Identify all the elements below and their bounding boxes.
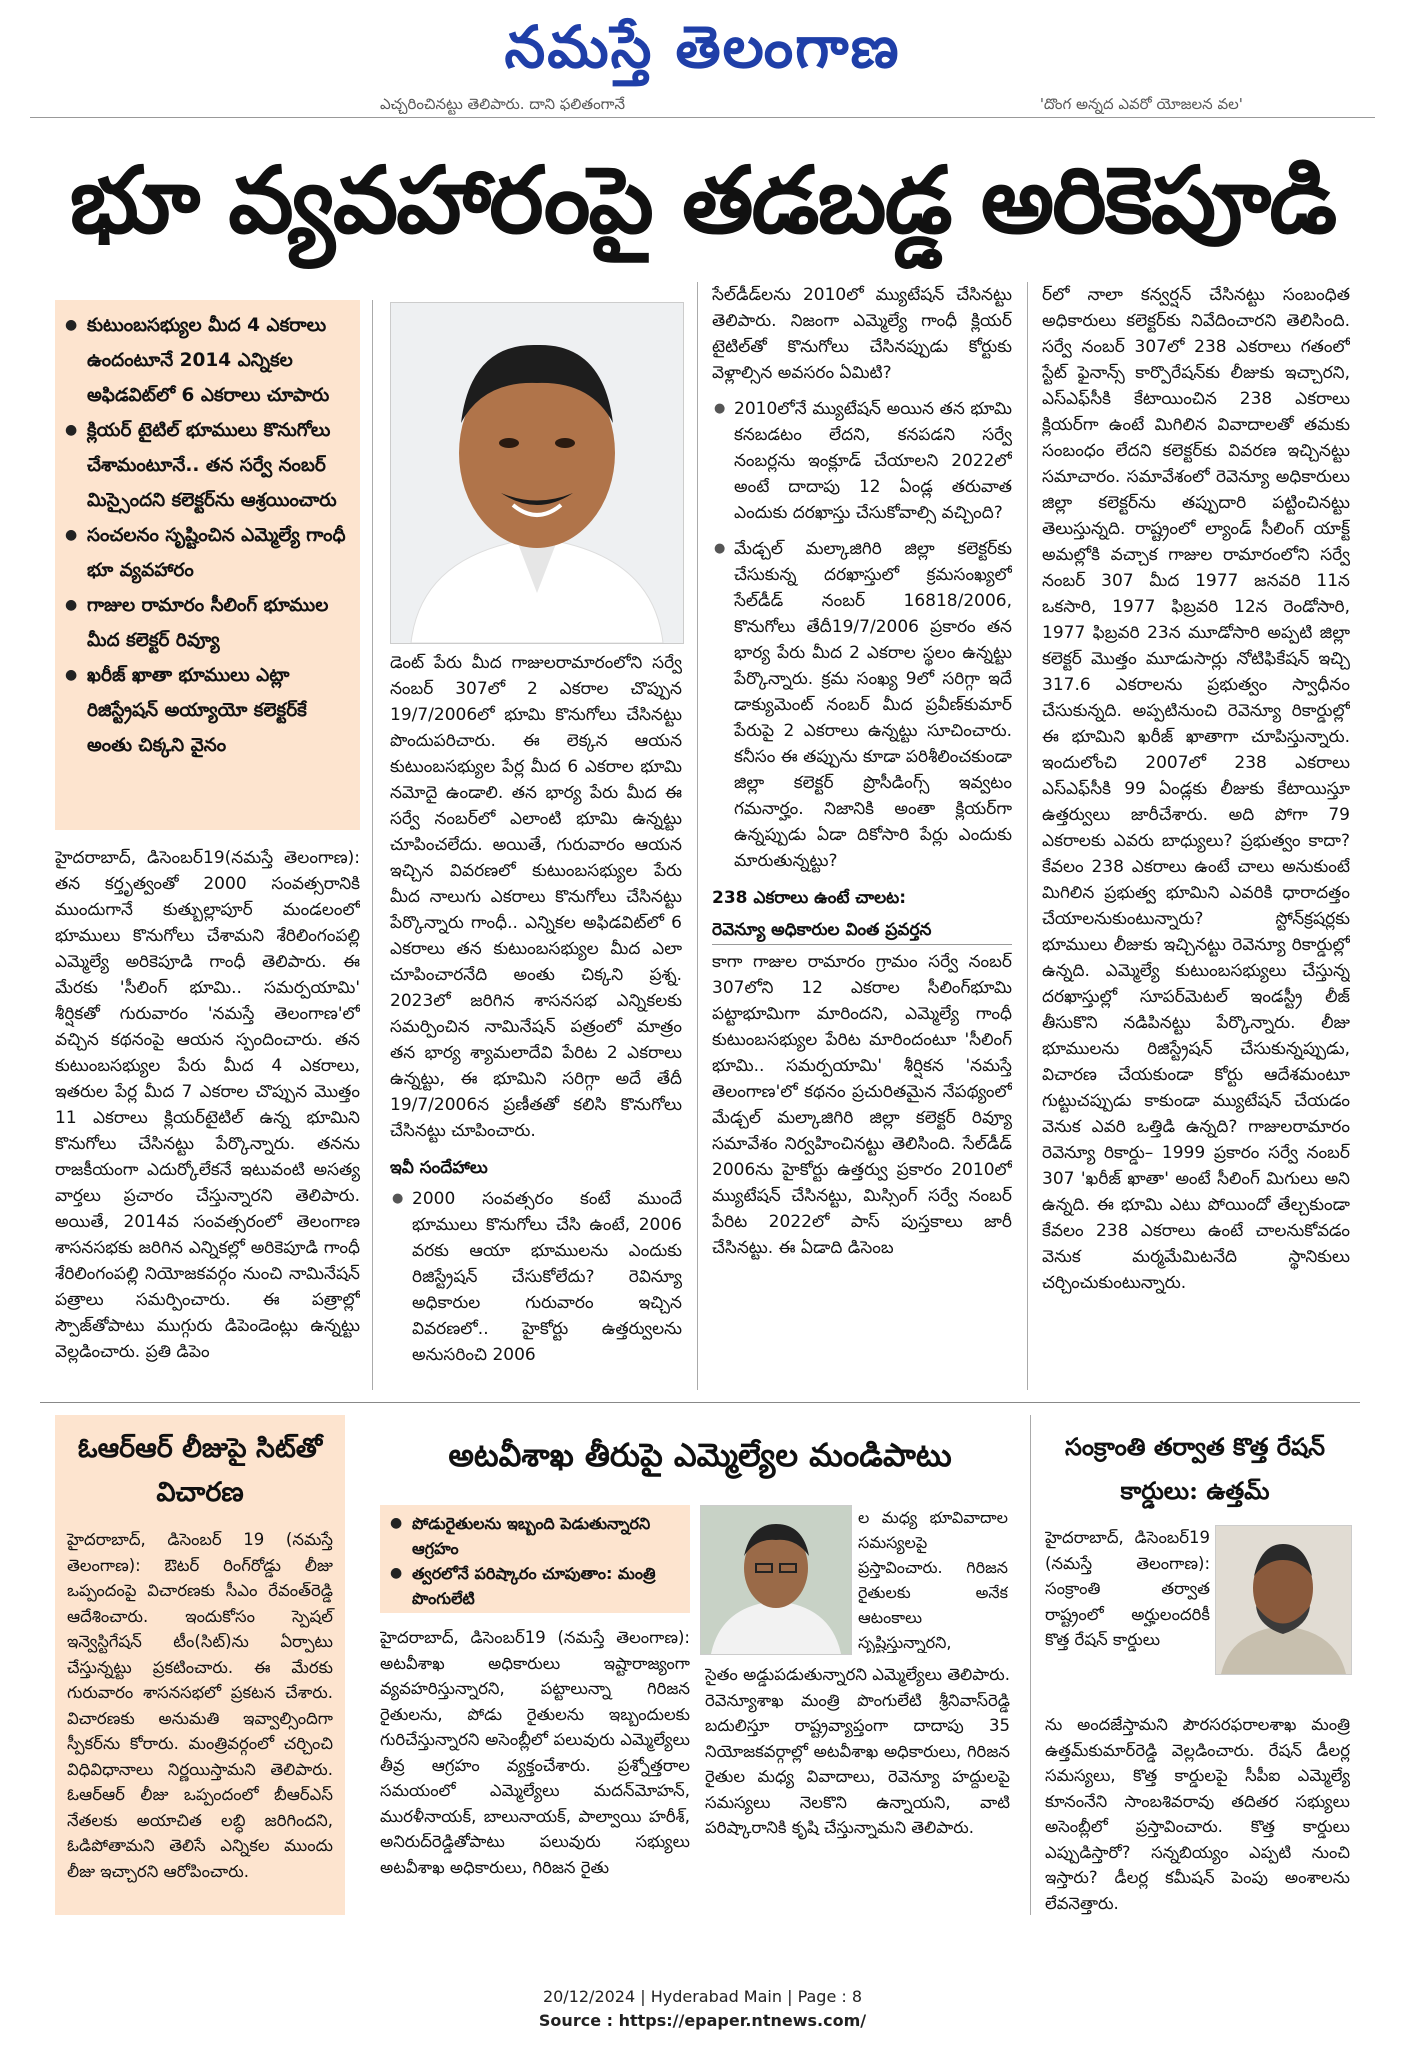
footer-source: Source : https://epaper.ntnews.com/ [538, 2011, 867, 2030]
article-column-3-body [712, 282, 1012, 1390]
section-subhead: ఇవీ సందేహాలు [390, 1158, 488, 1178]
cutline-strip [30, 95, 1375, 118]
article-paragraph: సేల్‌డీడ్‌లను 2010లో మ్యుటేషన్ చేసినట్టు తెలిపారు. నిజంగా ఎమ్మెల్యే గాంధీ క్లియర్ టైటిల్‌తో కొనుగోలు చేసినప్పుడు కోర్టుకు వెళ్లాల్సిన అవసరం ఏమిటి? [712, 285, 1012, 383]
masthead-logo: నమస్తే తెలంగాణ [504, 13, 901, 81]
main-headline: భూ వ్యవహారంపై తడబడ్డ అరికెపూడి [69, 146, 1336, 254]
article-column-1 [55, 845, 360, 1390]
section-divider [40, 1402, 1360, 1403]
orr-story-box [55, 1415, 345, 1915]
ration-story-headline: సంక్రాంతి తర్వాత కొత్త రేషన్ కార్డులు: ఉత్తమ్ [1065, 1432, 1325, 1505]
ration-story-body: ను అందజేస్తామని పౌరసరఫరాలశాఖ మంత్రి ఉత్తమ్‌కుమార్‌రెడ్డి వెల్లడించారు. రేషన్ డీలర్ల సమస్యలు, కొత్త కార్డులపై సీపీఐ ఎమ్మెల్యే కూనంనేని సాంబశివరావు తదితర సభ్యులు అసెంబ్లీలో ప్రస్తావించారు. కొత్త కార్డులు ఎప్పుడిస్తారో? సన్నబియ్యం ఎప్పటి నుంచి ఇస్తారు? డీలర్ల కమీషన్ పెంపు అంశాలను లేవనెత్తారు. [1045, 1715, 1350, 1913]
highlight-item: ● క్లియర్ టైటిల్ భూములు కొనుగోలు చేశామంటూనే.. తన సర్వే నంబర్ మిస్సైందని కలెక్టర్‌ను ఆశ్రయించారు [61, 413, 352, 518]
article-paragraph: హైదరాబాద్, డిసెంబర్19(నమస్తే తెలంగాణ): తన కర్తృత్వంతో 2000 సంవత్సరానికి ముందుగానే కుత్బుల్లాపూర్ మండలంలో భూములు కొనుగోలు చేశామని శేరిలింగంపల్లి ఎమ్మెల్యే అరికెపూడి గాంధీ తెలిపారు. ఈ మేరకు 'సీలింగ్ భూమి.. సమర్పయామి' శీర్షికతో గురువారం 'నమస్తే తెలంగాణ'లో వచ్చిన కథనంపై ఆయన స్పందించారు. తన కుటుంబసభ్యుల పేరు మీద 4 ఎకరాలు, ఇతరుల పేర్ల మీద 7 ఎకరాల చొప్పున మొత్తం 11 ఎకరాలు క్లియర్‌టైటిల్ ఉన్న భూమిని కొనుగోలు చేసినట్టు పేర్కొన్నారు. తనను రాజకీయంగా ఎదుర్కోలేకనే ఇటువంటి అసత్య వార్తలు ప్రచారం చేస్తున్నారని తెలిపారు. అయితే, 2014వ సంవత్సరంలో తెలంగాణ శాసనసభకు జరిగిన ఎన్నికల్లో అరికెపూడి గాంధీ శేరిలింగంపల్లి నియోజకవర్గం నుంచి నామినేషన్ పత్రాలు సమర్పించారు. ఈ పత్రాల్లో స్పౌజ్‌తోపాటు ముగ్గురు డిపెండెంట్లు ఉన్నట్టు వెల్లడించారు. ప్రతి డిపెం [55, 848, 360, 1362]
article-paragraph: కాగా గాజుల రామారం గ్రామం సర్వే నంబర్ 307లోని 12 ఎకరాల సీలింగ్‌భూమి పట్టాభూమిగా మారిందని, ఎమ్మెల్యే గాంధీ కుటుంబసభ్యుల పేరిట మారిందంటూ 'సీలింగ్ భూమి.. సమర్పయామి' శీర్షికన 'నమస్తే తెలంగాణ'లో కథనం ప్రచురితమైన నేపథ్యంలో మేడ్చల్ మల్కాజిగిరి జిల్లా కలెక్టర్ రివ్యూ సమావేశం నిర్వహించినట్టు తెలిసింది. సేల్‌డీడ్ 2006ను హైకోర్టు ఉత్తర్వు ప్రకారం 2010లో మ్యుటేషన్ చేసినట్టు, మిస్సింగ్ సర్వే నంబర్ పేరిట 2022లో పాస్ పుస్తకాలు జారీ చేసినట్టు. ఈ ఏడాది డిసెంబ [712, 952, 1012, 1258]
article-column-4 [1042, 282, 1350, 1390]
bullet-point: ● 2010లోనే మ్యుటేషన్ అయిన తన భూమి కనబడటం లేదని, కనపడని సర్వే నంబర్లను ఇంక్లూడ్ చేయాలని 2022లో అంటే దాదాపు 12 ఏండ్ల తరువాత ఎందుకు దరఖాస్తు చేసుకోవాల్సి వచ్చింది? [712, 396, 1012, 526]
minister-illustration [701, 1506, 851, 1654]
column-rule [1027, 282, 1028, 1390]
highlight-item: ● గాజుల రామారం సీలింగ్ భూముల మీద కలెక్టర్ రివ్యూ [61, 588, 352, 658]
section-subhead-2: రెవెన్యూ అధికారుల వింత ప్రవర్తన [712, 916, 1012, 945]
article-paragraph: ర్‌లో నాలా కన్వర్షన్ చేసినట్టు సంబంధిత అధికారులు కలెక్టర్‌కు నివేదించారని తెలిసింది. సర్వే నంబర్ 307లో 238 ఎకరాలు గతంలో స్టేట్ ఫైనాన్స్ కార్పొరేషన్‌కు లీజుకు ఇచ్చారని, ఎస్‌ఎఫ్‌సీకి కేటాయించిన 238 ఎకరాలు క్లియర్‌గా ఉంటే మిగిలిన వివాదాలతో తమకు సంబంధం లేదని కలెక్టర్‌కు వివరణ ఇచ్చినట్టు సమాచారం. సమావేశంలో రెవెన్యూ అధికారులు జిల్లా కలెక్టర్‌ను తప్పుదారి పట్టించినట్టు తెలుస్తున్నది. రాష్ట్రంలో ల్యాండ్ సీలింగ్ యాక్ట్ అమల్లోకి వచ్చాక గాజుల రామారంలోని సర్వే నంబర్ 307 మీద 1977 జనవరి 11న ఒకసారి, 1977 ఫిబ్రవరి 12న రెండోసారి, 1977 ఫిబ్రవరి 23న మూడోసారి అప్పటి జిల్లా కలెక్టర్ మొత్తం మూడుసార్లు నోటిఫికేషన్ ఇచ్చి 317.6 ఎకరాలను ప్రభుత్వం స్వాధీనం చేసుకున్నది. అప్పటినుంచి రెవెన్యూ రికార్డుల్లో ఈ భూమిని ఖరీజ్ ఖాతాగా చూపిస్తున్నారు. ఇందులోంచి 2007లో 238 ఎకరాలు ఎస్‌ఎఫ్‌సీకి 99 ఏండ్లకు లీజుకు కేటాయిస్తూ ఉత్తర్వులు జారీచేశారు. అది పోగా 79 ఎకరాలకు ఎవరు బాధ్యులు? ప్రభుత్వం కాదా? కేవలం 238 ఎకరాలు ఉంటే చాలు అనుకుంటే మిగిలిన ప్రభుత్వ భూమిని ఎవరికి ధారాదత్తం చేయాలనుకుంటున్నారు? స్టోన్‌క్రషర్లకు భూములు లీజుకు ఇచ్చినట్టు రెవెన్యూ రికార్డుల్లో ఉన్నది. ఎమ్మెల్యే కుటుంబసభ్యులు చేస్తున్న దరఖాస్తుల్లో సూపర్‌మెటల్ ఇండస్ట్రీ లీజ్ తీసుకొని నడిపినట్టు పేర్కొన్నారు. లీజు భూములను రిజిస్ట్రేషన్ చేసుకున్నప్పుడు, విచారణ చేయకుండా కోర్టు ఆదేశమంటూ గుట్టుచప్పుడు కాకుండా మ్యుటేషన్ చేయడం వెనుక ఎవరి ఒత్తిడి ఉన్నది? గాజులరామారం రెవెన్యూ రికార్డు– 1999 ప్రకారం సర్వే నంబర్ 307 'ఖరీజ్ ఖాతా' అంటే సీలింగ్ మిగులు అని ఉన్నది. ఈ భూమి ఎటు పోయిందో తేల్చకుండా కేవలం 238 ఎకరాలు ఉంటే చాలనుకోవడం వెనుక మర్మమేమిటనేది స్థానికులు చర్చించుకుంటున్నారు. [1042, 285, 1350, 1293]
article-paragraph: డెంట్ పేరు మీద గాజులరామారంలోని సర్వే నంబర్ 307లో 2 ఎకరాల చొప్పున 19/7/2006లో భూమి కొనుగోలు చేసినట్టు పొందుపరిచారు. ఈ లెక్కన ఆయన కుటుంబసభ్యుల పేర్ల మీద 6 ఎకరాల భూమి నమోదై ఉండాలి. తన భార్య పేరు మీద ఈ సర్వే నంబర్‌లో ఎలాంటి భూమి ఉన్నట్టు చూపించలేదు. అయితే, గురువారం ఆయన ఇచ్చిన వివరణలో కుటుంబసభ్యుల పేరు మీద నాలుగు ఎకరాలు కొనుగోలు చేసినట్టు పేర్కొన్నారు గాంధీ.. ఎన్నికల అఫిడవిట్‌లో 6 ఎకరాలు తన కుటుంబసభ్యుల మీద ఎలా చూపించారనేది అంతు చిక్కని ప్రశ్న. 2023లో జరిగిన శాసనసభ ఎన్నికలకు సమర్పించిన నామినేషన్ పత్రంలో మాత్రం తన భార్య శ్యామలాదేవి పేరిట 2 ఎకరాలు ఉన్నట్టు, ఈ భూమిని సరిగ్గా అదే తేదీ 19/7/2006న ప్రణీతతో కలిసి కొనుగోలు చేసినట్టు చూపించారు. [390, 653, 682, 1141]
highlight-item: ● సంచలనం సృష్టించిన ఎమ్మెల్యే గాంధీ భూ వ్యవహారం [61, 518, 352, 588]
bullet-point: ● 2000 సంవత్సరం కంటే ముందే భూములు కొనుగోలు చేసి ఉంటే, 2006 వరకు ఆయా భూములను ఎందుకు రిజిస్ట్రేషన్ చేసుకోలేదు? రెవిన్యూ అధికారుల గురువారం ఇచ్చిన వివరణలో.. హైకోర్టు ఉత్తర్వులను అనుసరించి 2006 [390, 1186, 682, 1368]
masthead [0, 0, 1405, 95]
page-footer [0, 1985, 1405, 2033]
orr-story-body: హైదరాబాద్, డిసెంబర్ 19 (నమస్తే తెలంగాణ): ఔటర్ రింగ్‌రోడ్డు లీజు ఒప్పందంపై విచారణకు సీఎం రేవంత్‌రెడ్డి ఆదేశించారు. ఇందుకోసం స్పెషల్ ఇన్వెస్టిగేషన్ టీం(సిట్)ను ఏర్పాటు చేస్తున్నట్టు ప్రకటించారు. ఈ మేరకు గురువారం శాసనసభలో ప్రకటన చేశారు. విచారణకు అనుమతి ఇవ్వాల్సిందిగా స్పీకర్‌ను కోరారు. మంత్రివర్గంలో చర్చించి విధివిధానాలు నిర్ణయిస్తామని తెలిపారు. ఓఆర్‌ఆర్ లీజు ఒప్పందంలో బీఆర్‌ఎస్ నేతలకు అయాచిత లబ్ధి జరిగిందని, ఓడిపోతామని తెలిసే ఎన్నికల ముందు లీజు ఇచ్చారని ఆరోపించారు. [67, 1530, 333, 1881]
forest-highlights-box [380, 1505, 690, 1613]
mla-portrait-photo [390, 302, 684, 644]
column-rule [372, 300, 373, 1390]
highlights-box [55, 300, 360, 830]
section-subhead: 238 ఎకరాలు ఉంటే చాలట: [712, 888, 907, 908]
footer-edition: 20/12/2024 | Hyderabad Main | Page : 8 [542, 1987, 863, 2006]
forest-story-headline: అటవీశాఖ తీరుపై ఎమ్మెల్యేల మండిపాటు [448, 1436, 952, 1474]
uttam-illustration [1216, 1526, 1351, 1674]
cutline-right: 'దొంగ అన్నద ఎవరో యోజలన వల' [1039, 95, 1243, 113]
highlight-item: ● కుటుంబసభ్యుల మీద 4 ఎకరాలు ఉందంటూనే 2014 ఎన్నికల అఫిడవిట్‌లో 6 ఎకరాలు చూపారు [61, 308, 352, 413]
minister-photo [700, 1505, 852, 1655]
bullet-point: ● మేడ్చల్ మల్కాజిగిరి జిల్లా కలెక్టర్‌కు చేసుకున్న దరఖాస్తులో క్రమసంఖ్యలో సేల్‌డీడ్ నంబర్ 16818/2006, కొనుగోలు తేదీ19/7/2006 ప్రకారం తన భార్య పేరు మీద 2 ఎకరాల స్థలం ఉన్నట్టు పేర్కొన్నారు. క్రమ సంఖ్య 9లో సరిగ్గా ఇదే డాక్యుమెంట్ నంబర్ మీద ప్రవీణ్‌కుమార్ పేరుపై 2 ఎకరాలు ఉన్నట్టు సూచించారు. కనీసం ఈ తప్పును కూడా పరిశీలించకుండా జిల్లా కలెక్టర్ ప్రొసీడింగ్స్ ఇవ్వటం గమనార్హం. నిజానికి అంతా క్లియర్‌గా ఉన్నప్పుడు ఏడా దికోసారి పేర్లు ఎందుకు మారుతున్నట్టు? [712, 536, 1012, 874]
highlight-item: ● త్వరలోనే పరిష్కారం చూపుతాం: మంత్రి పొంగులేటి [386, 1561, 684, 1611]
column-rule [697, 282, 698, 1390]
forest-story-side: ల మధ్య భూవివాదాల సమస్యలపై ప్రస్తావించారు. గిరిజన రైతులకు అనేక ఆటంకాలు సృష్టిస్తున్నారని, [858, 1508, 1008, 1652]
uttam-photo [1215, 1525, 1352, 1675]
cutline-left: ఎచ్చరించినట్టు తెలిపారు. దాని ఫలితంగానే [380, 95, 626, 113]
highlight-item: ● ఖరీజ్ ఖాతా భూములు ఎట్లా రిజిస్ట్రేషన్ అయ్యాయో కలెక్టర్‌కే అంతు చిక్కని వైనం [61, 658, 352, 763]
article-column-2 [390, 650, 682, 1390]
forest-story-body-left: హైదరాబాద్, డిసెంబర్19 (నమస్తే తెలంగాణ): అటవీశాఖ అధికారులు ఇష్టారాజ్యంగా వ్యవహరిస్తున్నారని, పట్టాలున్నా గిరిజన రైతులను, పోడు రైతులను ఇబ్బందులకు గురిచేస్తున్నారని అసెంబ్లీలో పలువురు ఎమ్మెల్యేలు తీవ్ర ఆగ్రహం వ్యక్తంచేశారు. ప్రశ్నోత్తరాల సమయంలో ఎమ్మెల్యేలు మదన్‌మోహన్, మురళీనాయక్, బాలునాయక్, పాల్వాయి హరీశ్, అనిరుద్‌రెడ్డితోపాటు పలువురు సభ్యులు అటవీశాఖ అధికారులు, గిరిజన రైతు [380, 1628, 690, 1877]
highlight-item: ● పోడురైతులను ఇబ్బంది పెడుతున్నారని ఆగ్రహం [386, 1511, 684, 1561]
orr-story-headline: ఓఆర్‌ఆర్ లీజుపై సిట్‌తో విచారణ [77, 1433, 323, 1508]
forest-story-body-right: సైతం అడ్డుపడుతున్నారని ఎమ్మెల్యేలు తెలిపారు. రెవెన్యూశాఖ మంత్రి పొంగులేటి శ్రీనివాస్‌రెడ్డి బదులిస్తూ రాష్ట్రవ్యాప్తంగా దాదాపు 35 నియోజకవర్గాల్లో అటవీశాఖ అధికారులు, గిరిజన రైతుల మధ్య వివాదాలు, రెవెన్యూ హద్దులపై సమస్యలు నెలకొని ఉన్నాయని, వాటి పరిష్కారానికి కృషి చేస్తున్నామని తెలిపారు. [705, 1665, 1010, 1837]
ration-story-side: హైదరాబాద్, డిసెంబర్19 (నమస్తే తెలంగాణ): సంక్రాంతి తర్వాత రాష్ట్రంలో అర్హులందరికీ కొత్త రేషన్ కార్డులు [1045, 1528, 1210, 1649]
column-rule [1030, 1415, 1031, 1915]
portrait-illustration [391, 303, 683, 643]
